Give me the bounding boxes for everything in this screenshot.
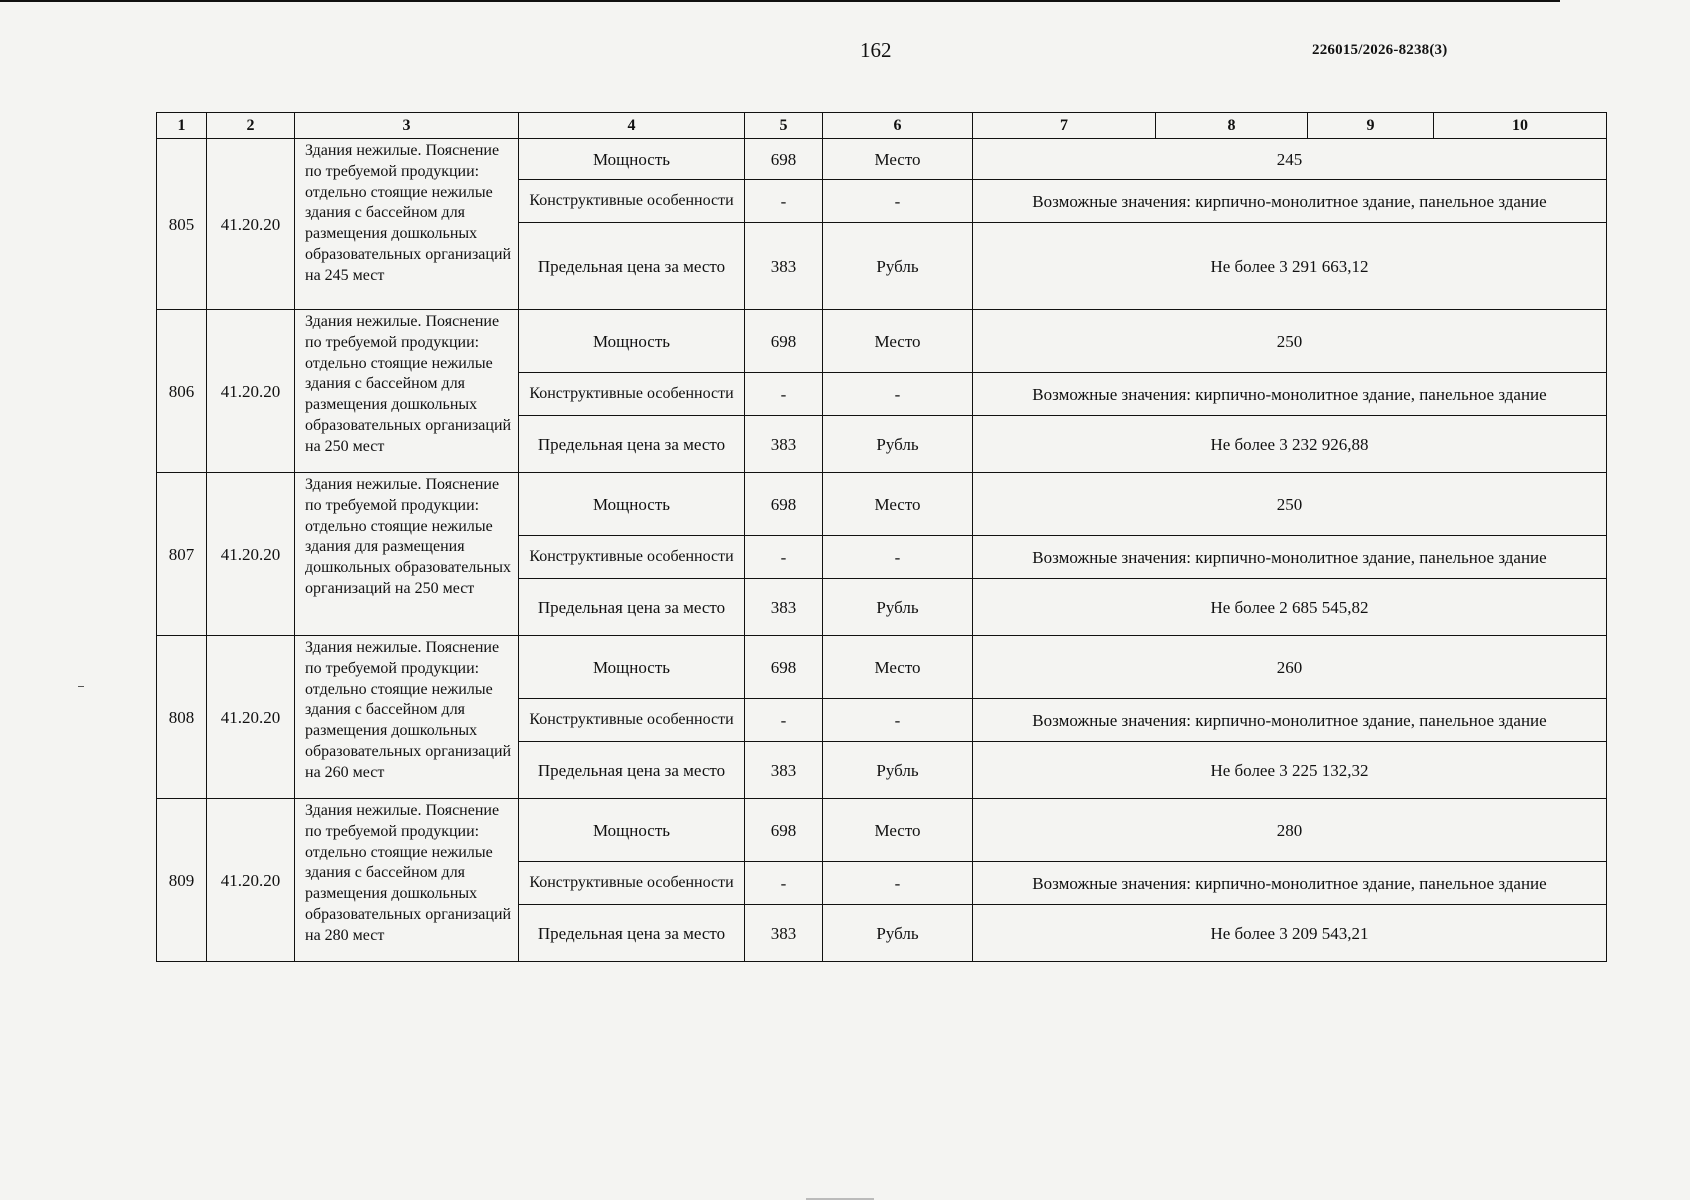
characteristic-value: Не более 3 209 543,21 [973, 905, 1607, 962]
product-description: Здания нежилые. Пояснение по требуемой продукции: отдельно стоящие нежилые здания с бассейном для размещения дошкольных образовательных организаций на 280 мест [295, 799, 519, 962]
unit-code: 383 [745, 905, 823, 962]
row-number: 805 [157, 139, 207, 310]
table-row [157, 139, 1607, 180]
unit-code: 383 [745, 223, 823, 310]
row-number: 807 [157, 473, 207, 636]
characteristic-name: Предельная цена за место [519, 579, 745, 636]
okpd-code: 41.20.20 [207, 473, 295, 636]
row-number: 809 [157, 799, 207, 962]
unit-name: Рубль [823, 416, 973, 473]
okpd-code: 41.20.20 [207, 310, 295, 473]
characteristic-name: Предельная цена за место [519, 223, 745, 310]
header-cell: 1 [157, 113, 207, 139]
characteristic-name: Конструктивные особенности [519, 180, 745, 223]
header-cell: 3 [295, 113, 519, 139]
header-row [157, 113, 1607, 139]
unit-name: - [823, 373, 973, 416]
product-description: Здания нежилые. Пояснение по требуемой продукции: отдельно стоящие нежилые здания с бассейном для размещения дошкольных образовательных организаций на 245 мест [295, 139, 519, 310]
characteristic-value: Возможные значения: кирпично-монолитное здание, панельное здание [973, 862, 1607, 905]
characteristic-name: Конструктивные особенности [519, 536, 745, 579]
header-cell: 7 [973, 113, 1156, 139]
characteristic-name: Мощность [519, 139, 745, 180]
page-number: 162 [860, 38, 892, 62]
header-cell: 6 [823, 113, 973, 139]
characteristic-value: Возможные значения: кирпично-монолитное здание, панельное здание [973, 180, 1607, 223]
unit-code: 698 [745, 139, 823, 180]
unit-code: - [745, 536, 823, 579]
characteristic-name: Мощность [519, 636, 745, 699]
unit-name: Место [823, 310, 973, 373]
unit-name: Место [823, 473, 973, 536]
header-cell: 5 [745, 113, 823, 139]
unit-code: 698 [745, 473, 823, 536]
characteristic-value: 280 [973, 799, 1607, 862]
unit-name: Рубль [823, 223, 973, 310]
unit-name: Место [823, 799, 973, 862]
scan-artifact [78, 686, 84, 687]
product-description: Здания нежилые. Пояснение по требуемой продукции: отдельно стоящие нежилые здания для размещения дошкольных образовательных организаций на 250 мест [295, 473, 519, 636]
characteristic-name: Конструктивные особенности [519, 373, 745, 416]
unit-name: Рубль [823, 579, 973, 636]
header-cell: 9 [1308, 113, 1434, 139]
unit-code: 698 [745, 636, 823, 699]
table-row [157, 799, 1607, 862]
characteristic-value: Не более 3 232 926,88 [973, 416, 1607, 473]
header-cell: 2 [207, 113, 295, 139]
unit-code: - [745, 862, 823, 905]
characteristic-value: Не более 3 225 132,32 [973, 742, 1607, 799]
table-row [157, 473, 1607, 536]
unit-name: - [823, 536, 973, 579]
unit-code: 698 [745, 799, 823, 862]
top-border-line [0, 0, 1560, 2]
characteristic-name: Предельная цена за место [519, 742, 745, 799]
characteristic-value: 250 [973, 310, 1607, 373]
characteristic-name: Предельная цена за место [519, 416, 745, 473]
characteristic-name: Мощность [519, 473, 745, 536]
row-number: 806 [157, 310, 207, 473]
characteristic-name: Конструктивные особенности [519, 699, 745, 742]
okpd-code: 41.20.20 [207, 799, 295, 962]
header-cell: 8 [1156, 113, 1308, 139]
unit-code: 383 [745, 416, 823, 473]
unit-name: Место [823, 139, 973, 180]
unit-name: Рубль [823, 742, 973, 799]
header-cell: 10 [1434, 113, 1607, 139]
unit-name: Рубль [823, 905, 973, 962]
okpd-code: 41.20.20 [207, 139, 295, 310]
characteristic-name: Мощность [519, 799, 745, 862]
unit-code: 383 [745, 579, 823, 636]
unit-code: 698 [745, 310, 823, 373]
header-cell: 4 [519, 113, 745, 139]
product-description: Здания нежилые. Пояснение по требуемой продукции: отдельно стоящие нежилые здания с бассейном для размещения дошкольных образовательных организаций на 260 мест [295, 636, 519, 799]
unit-name: - [823, 699, 973, 742]
characteristic-value: 260 [973, 636, 1607, 699]
characteristic-value: Возможные значения: кирпично-монолитное здание, панельное здание [973, 536, 1607, 579]
unit-code: 383 [745, 742, 823, 799]
characteristic-value: Возможные значения: кирпично-монолитное здание, панельное здание [973, 373, 1607, 416]
product-characteristics-table [156, 112, 1607, 962]
unit-name: Место [823, 636, 973, 699]
characteristic-value: 245 [973, 139, 1607, 180]
unit-name: - [823, 180, 973, 223]
unit-code: - [745, 699, 823, 742]
table-row [157, 636, 1607, 699]
document-code: 226015/2026-8238(3) [1312, 42, 1448, 58]
unit-code: - [745, 180, 823, 223]
okpd-code: 41.20.20 [207, 636, 295, 799]
characteristic-value: 250 [973, 473, 1607, 536]
unit-name: - [823, 862, 973, 905]
row-number: 808 [157, 636, 207, 799]
unit-code: - [745, 373, 823, 416]
characteristic-value: Не более 3 291 663,12 [973, 223, 1607, 310]
characteristic-name: Предельная цена за место [519, 905, 745, 962]
characteristic-name: Мощность [519, 310, 745, 373]
table-row [157, 310, 1607, 373]
characteristic-value: Возможные значения: кирпично-монолитное здание, панельное здание [973, 699, 1607, 742]
characteristic-name: Конструктивные особенности [519, 862, 745, 905]
characteristic-value: Не более 2 685 545,82 [973, 579, 1607, 636]
product-description: Здания нежилые. Пояснение по требуемой продукции: отдельно стоящие нежилые здания с бассейном для размещения дошкольных образовательных организаций на 250 мест [295, 310, 519, 473]
